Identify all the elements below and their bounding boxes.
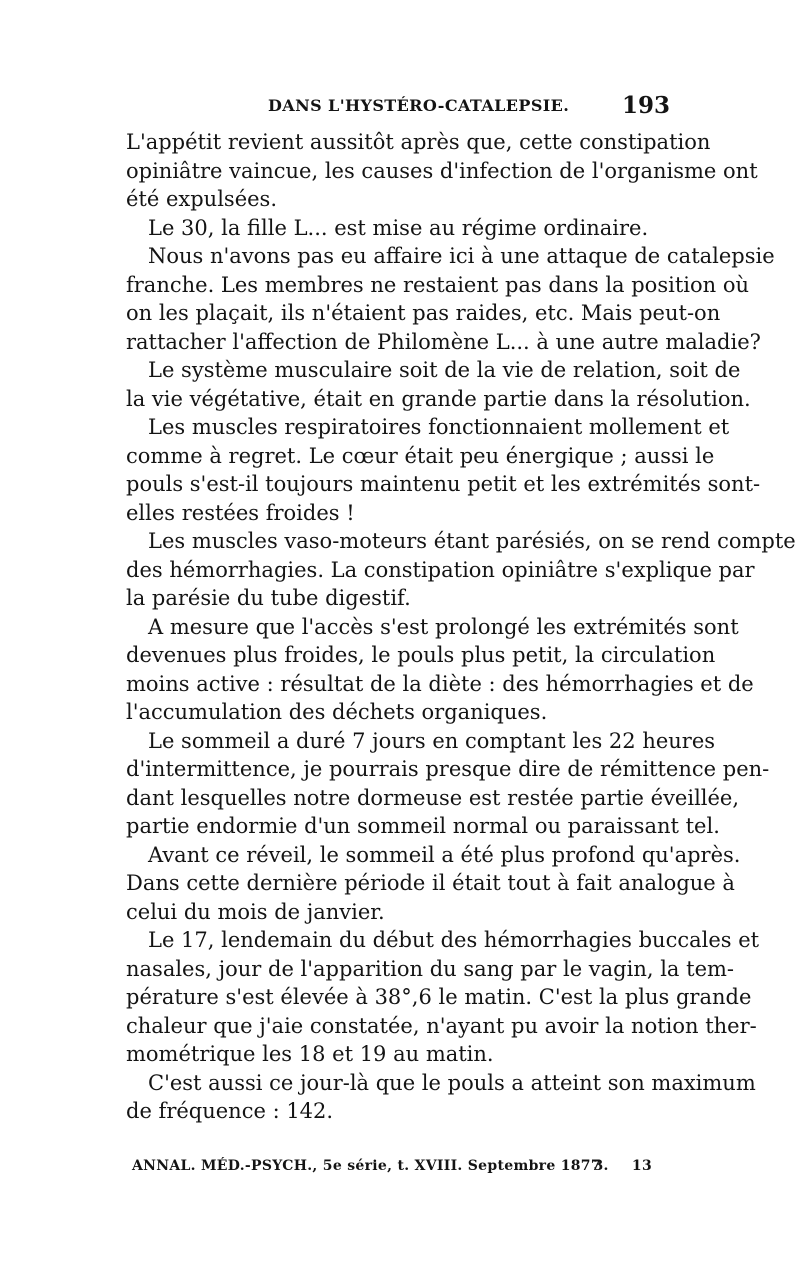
paragraph [126,841,741,927]
text-line: Le sommeil a duré 7 jours en comptant les 22 heures [148,728,716,753]
text-line: Les muscles respiratoires fonctionnaient mollement et [148,415,730,439]
text-line: pouls s'est-il toujours maintenu petit et les extrémités sont- [126,472,761,496]
text-line: la vie végétative, était en grande partie dans la résolution. [126,386,751,411]
journal-reference: ANNAL. MÉD.-PSYCH., 5e série, t. XVIII. Septembre 1877 [132,1158,601,1174]
paragraph [126,356,751,413]
paragraph [126,926,760,1069]
paragraph [126,613,754,727]
text-line: d'intermittence, je pourrais presque dire de rémittence pen- [126,757,770,781]
text-line: on les plaçait, ils n'étaient pas raides, etc. Mais peut-on [126,301,721,325]
text-line: partie endormie d'un sommeil normal ou paraissant tel. [126,814,720,838]
page-header [122,92,670,126]
paragraph [126,1069,756,1126]
text-line: comme à regret. Le cœur était peu énergique ; aussi le [126,443,715,468]
text-line: opiniâtre vaincue, les causes d'infection de l'organisme ont [126,158,758,183]
paragraph [126,242,775,356]
text-line: devenues plus froides, le pouls plus petit, la circulation [126,643,716,667]
text-line: L'appétit revient aussitôt après que, cette constipation [126,130,711,154]
sheet-signature: 3. 13 [593,1158,652,1174]
paragraph [126,128,758,214]
text-line: chaleur que j'aie constatée, n'ayant pu avoir la notion ther- [126,1013,757,1038]
body-text [126,128,796,1126]
text-line: la parésie du tube digestif. [126,586,411,610]
text-line: Les muscles vaso-moteurs étant parésiés, on se rend compte [148,529,796,553]
page-footer [132,1158,652,1182]
text-line: pérature s'est élevée à 38°,6 le matin. C'est la plus grande [126,985,752,1009]
text-line: Avant ce réveil, le sommeil a été plus profond qu'après. [148,842,741,867]
text-line: celui du mois de janvier. [126,899,385,924]
paragraph [126,214,668,243]
text-line: mométrique les 18 et 19 au matin. [126,1042,494,1066]
text-line: l'accumulation des déchets organiques. [126,700,548,724]
text-line: de fréquence : 142. [126,1099,334,1123]
text-line: Nous n'avons pas eu affaire ici à une attaque de catalepsie [148,244,775,268]
text-line: rattacher l'affection de Philomène L... à une autre maladie? [126,329,761,354]
text-line: franche. Les membres ne restaient pas dans la position où [126,272,749,297]
text-line: été expulsées. [126,187,278,211]
paragraph [126,413,761,527]
text-line: nasales, jour de l'apparition du sang par le vagin, la tem- [126,956,735,981]
text-line: C'est aussi ce jour-là que le pouls a atteint son maximum [148,1070,756,1095]
paragraph [126,527,796,613]
text-line: Le système musculaire soit de la vie de relation, soit de [148,358,741,382]
text-line: Le 30, la fille L... est mise au régime ordinaire. [148,215,649,240]
text-line: elles restées froides ! [126,500,355,525]
text-line: Dans cette dernière période il était tout à fait analogue à [126,871,735,895]
text-line: dant lesquelles notre dormeuse est restée partie éveillée, [126,785,740,810]
text-line: Le 17, lendemain du début des hémorrhagies buccales et [148,928,760,952]
running-title: DANS L'HYSTÉRO-CATALEPSIE. [268,96,570,115]
text-line: moins active : résultat de la diète : des hémorrhagies et de [126,671,754,696]
page-number: 193 [621,92,670,119]
text-line: des hémorrhagies. La constipation opiniâtre s'explique par [126,557,755,582]
paragraph [126,727,770,841]
text-line: A mesure que l'accès s'est prolongé les extrémités sont [148,614,739,639]
